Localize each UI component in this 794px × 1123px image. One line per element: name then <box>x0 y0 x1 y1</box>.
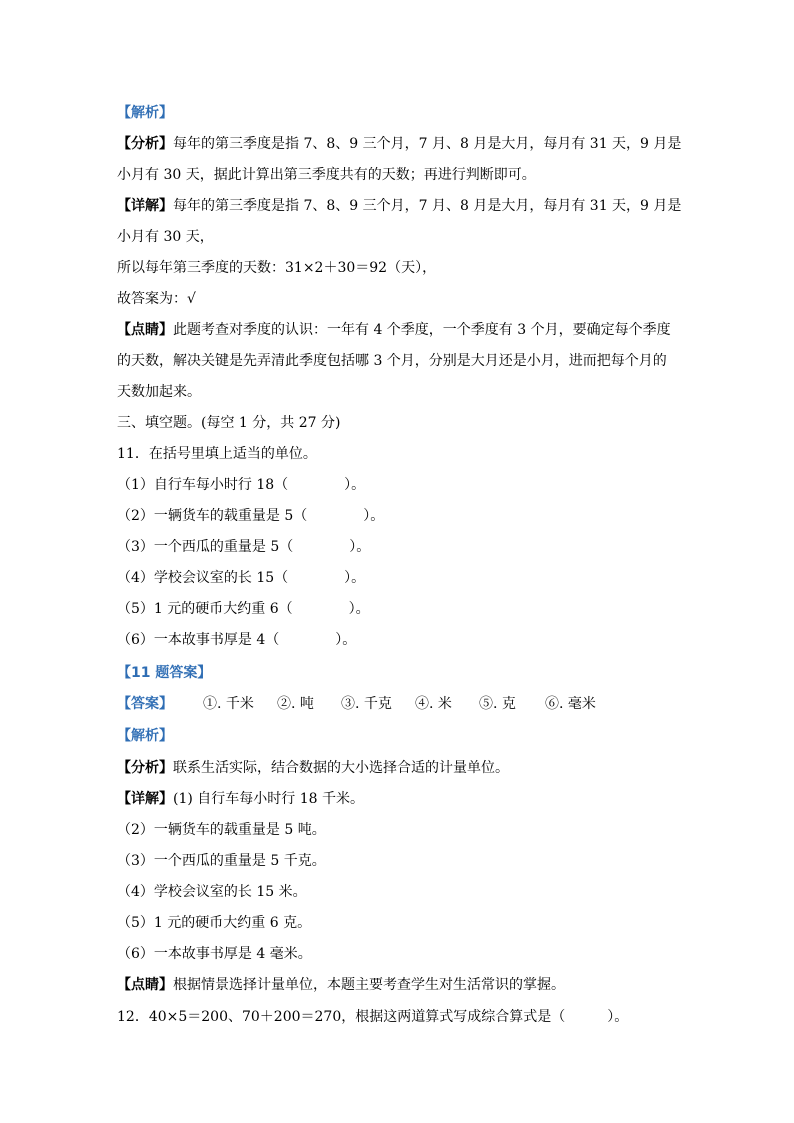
answer-1: ①. 千米 <box>203 696 254 712</box>
detail-text-2: 小月有 30 天， <box>117 229 214 245</box>
detail-tag: 【详解】 <box>117 198 173 214</box>
detail-11-line-6: （6）一本故事书厚是 4 毫米。 <box>117 946 312 962</box>
answer-tag: 【答案】 <box>117 696 173 712</box>
detail-text-1: 每年的第三季度是指 7、8、9 三个月，7 月、8 月是大月，每月有 31 天，9 月是 <box>173 198 682 214</box>
comment-paragraph-11 <box>117 975 677 995</box>
section-label-analysis-11: 【解析】 <box>117 728 173 744</box>
question-11-item-3: （3）一个西瓜的重量是 5（ ）。 <box>117 539 371 555</box>
analysis-text-1: 每年的第三季度是指 7、8、9 三个月，7 月、8 月是大月，每月有 31 天，9 月是 <box>173 136 682 152</box>
answer-6: ⑥. 毫米 <box>545 696 596 712</box>
analysis-paragraph-11 <box>117 758 677 778</box>
answer-5: ⑤. 克 <box>479 696 516 712</box>
answer-4: ④. 米 <box>415 696 452 712</box>
detail-11-line-3: （3）一个西瓜的重量是 5 千克。 <box>117 853 326 869</box>
question-11-item-4: （4）学校会议室的长 15（ ）。 <box>117 570 366 586</box>
comment-text-11: 根据情景选择计量单位，本题主要考查学生对生活常识的掌握。 <box>173 977 565 993</box>
analysis-tag-11: 【分析】 <box>117 760 173 776</box>
answer-header-11: 【11 题答案】 <box>117 665 212 681</box>
section-label-analysis: 【解析】 <box>117 105 173 121</box>
detail-11-line-1: (1) 自行车每小时行 18 千米。 <box>173 791 364 807</box>
answer-3: ③. 千克 <box>341 696 392 712</box>
detail-tag-11: 【详解】 <box>117 791 173 807</box>
question-11-item-1: （1）自行车每小时行 18（ ）。 <box>117 477 366 493</box>
comment-tag-11: 【点睛】 <box>117 977 173 993</box>
question-11-stem: 11．在括号里填上适当的单位。 <box>117 446 317 462</box>
comment-paragraph <box>117 320 677 340</box>
question-11-item-2: （2）一辆货车的载重量是 5（ ）。 <box>117 508 385 524</box>
detail-text-4: 故答案为：√ <box>117 291 196 307</box>
detail-paragraph-11 <box>117 789 677 809</box>
comment-text-1: 此题考查对季度的认识：一年有 4 个季度，一个季度有 3 个月，要确定每个季度 <box>173 322 671 338</box>
question-11-item-6: （6）一本故事书厚是 4（ ）。 <box>117 632 357 648</box>
comment-text-3: 天数加起来。 <box>117 384 201 400</box>
comment-text-2: 的天数，解决关键是先弄清此季度包括哪 3 个月，分别是大月还是小月，进而把每个月的 <box>117 353 667 369</box>
detail-text-3: 所以每年第三季度的天数：31×2＋30＝92（天）， <box>117 260 437 276</box>
section-3-title: 三、填空题。(每空 1 分，共 27 分) <box>117 415 341 431</box>
comment-tag: 【点睛】 <box>117 322 173 338</box>
question-12-stem: 12．40×5＝200、70＋200＝270，根据这两道算式写成综合算式是（ ）。 <box>117 1009 629 1025</box>
analysis-tag: 【分析】 <box>117 136 173 152</box>
detail-paragraph <box>117 196 682 216</box>
analysis-text-11: 联系生活实际，结合数据的大小选择合适的计量单位。 <box>173 760 509 776</box>
question-11-item-5: （5）1 元的硬币大约重 6（ ）。 <box>117 601 370 617</box>
detail-11-line-4: （4）学校会议室的长 15 米。 <box>117 884 307 900</box>
analysis-paragraph <box>117 134 682 154</box>
answer-row <box>117 694 677 714</box>
detail-11-line-2: （2）一辆货车的载重量是 5 吨。 <box>117 822 326 838</box>
analysis-text-2: 小月有 30 天，据此计算出第三季度共有的天数；再进行判断即可。 <box>117 167 536 183</box>
answer-2: ②. 吨 <box>277 696 314 712</box>
detail-11-line-5: （5）1 元的硬币大约重 6 克。 <box>117 915 312 931</box>
